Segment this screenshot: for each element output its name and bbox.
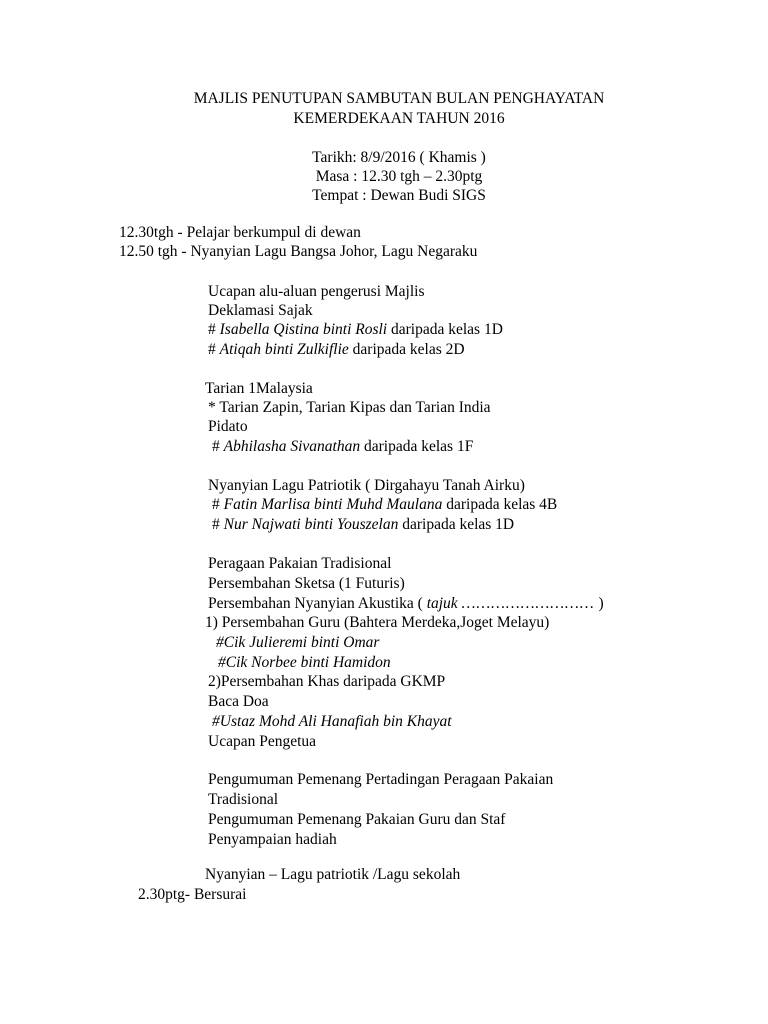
- gkmp-performance: 2)Persembahan Khas daripada GKMP: [208, 673, 446, 690]
- dance-detail: * Tarian Zapin, Tarian Kipas dan Tarian India: [208, 399, 491, 416]
- prayer-leader: #Ustaz Mohd Ali Hanafiah bin Khayat: [212, 713, 452, 730]
- schedule-anthem: 12.50 tgh - Nyanyian Lagu Bangsa Johor, Lagu Negaraku: [119, 243, 478, 260]
- poem-participant-2: # Atiqah binti Zulkiflie daripada kelas 2D: [208, 341, 465, 358]
- teacher-performer-2: #Cik Norbee binti Hamidon: [218, 654, 391, 671]
- dismissal: 2.30ptg- Bersurai: [138, 886, 247, 903]
- prize-presentation: Penyampaian hadiah: [208, 831, 337, 848]
- announce-costume-winner-line-1: Pengumuman Pemenang Pertadingan Peragaan Pakaian: [208, 771, 554, 788]
- song-participant-2: # Nur Najwati binti Youszelan daripada kelas 1D: [212, 516, 515, 533]
- program-dance: Tarian 1Malaysia: [205, 380, 313, 397]
- program-poem: Deklamasi Sajak: [208, 302, 313, 319]
- event-date: Tarikh: 8/9/2016 ( Khamis ): [312, 149, 486, 166]
- participant-name: Isabella Qistina binti Rosli: [219, 321, 388, 338]
- teacher-performance: 1) Persembahan Guru (Bahtera Merdeka,Joget Melayu): [205, 614, 550, 631]
- participant-name: Fatin Marlisa binti Muhd Maulana: [223, 496, 443, 513]
- program-principal-speech: Ucapan Pengetua: [208, 733, 317, 750]
- program-patriotic-song: Nyanyian Lagu Patriotik ( Dirgahayu Tanah Airku): [208, 477, 525, 494]
- program-welcome: Ucapan alu-aluan pengerusi Majlis: [208, 283, 425, 300]
- program-prayer: Baca Doa: [208, 693, 269, 710]
- document-title-line-1: MAJLIS PENUTUPAN SAMBUTAN BULAN PENGHAYATAN: [193, 90, 605, 107]
- program-acoustic: Persembahan Nyanyian Akustika ( tajuk ……………………… ): [208, 595, 604, 612]
- speech-participant: # Abhilasha Sivanathan daripada kelas 1F: [212, 438, 474, 455]
- event-time: Masa : 12.30 tgh – 2.30ptg: [315, 168, 483, 185]
- closing-song: Nyanyian – Lagu patriotik /Lagu sekolah: [205, 866, 461, 883]
- announce-staff-winner: Pengumuman Pemenang Pakaian Guru dan Staf: [208, 811, 506, 828]
- participant-name: Atiqah binti Zulkiflie: [219, 341, 349, 358]
- program-costume-parade: Peragaan Pakaian Tradisional: [208, 555, 392, 572]
- program-speech: Pidato: [208, 418, 248, 435]
- participant-name: Nur Najwati binti Youszelan: [223, 516, 399, 533]
- program-sketch: Persembahan Sketsa (1 Futuris): [208, 575, 405, 592]
- song-participant-1: # Fatin Marlisa binti Muhd Maulana daripada kelas 4B: [212, 496, 558, 513]
- announce-costume-winner-line-2: Tradisional: [208, 791, 279, 808]
- poem-participant-1: # Isabella Qistina binti Rosli daripada kelas 1D: [208, 321, 503, 338]
- schedule-gather: 12.30tgh - Pelajar berkumpul di dewan: [119, 224, 361, 241]
- document-title-line-2: KEMERDEKAAN TAHUN 2016: [293, 110, 505, 127]
- participant-name: Abhilasha Sivanathan: [223, 438, 361, 455]
- event-venue: Tempat : Dewan Budi SIGS: [312, 187, 486, 204]
- teacher-performer-1: #Cik Julieremi binti Omar: [216, 634, 380, 651]
